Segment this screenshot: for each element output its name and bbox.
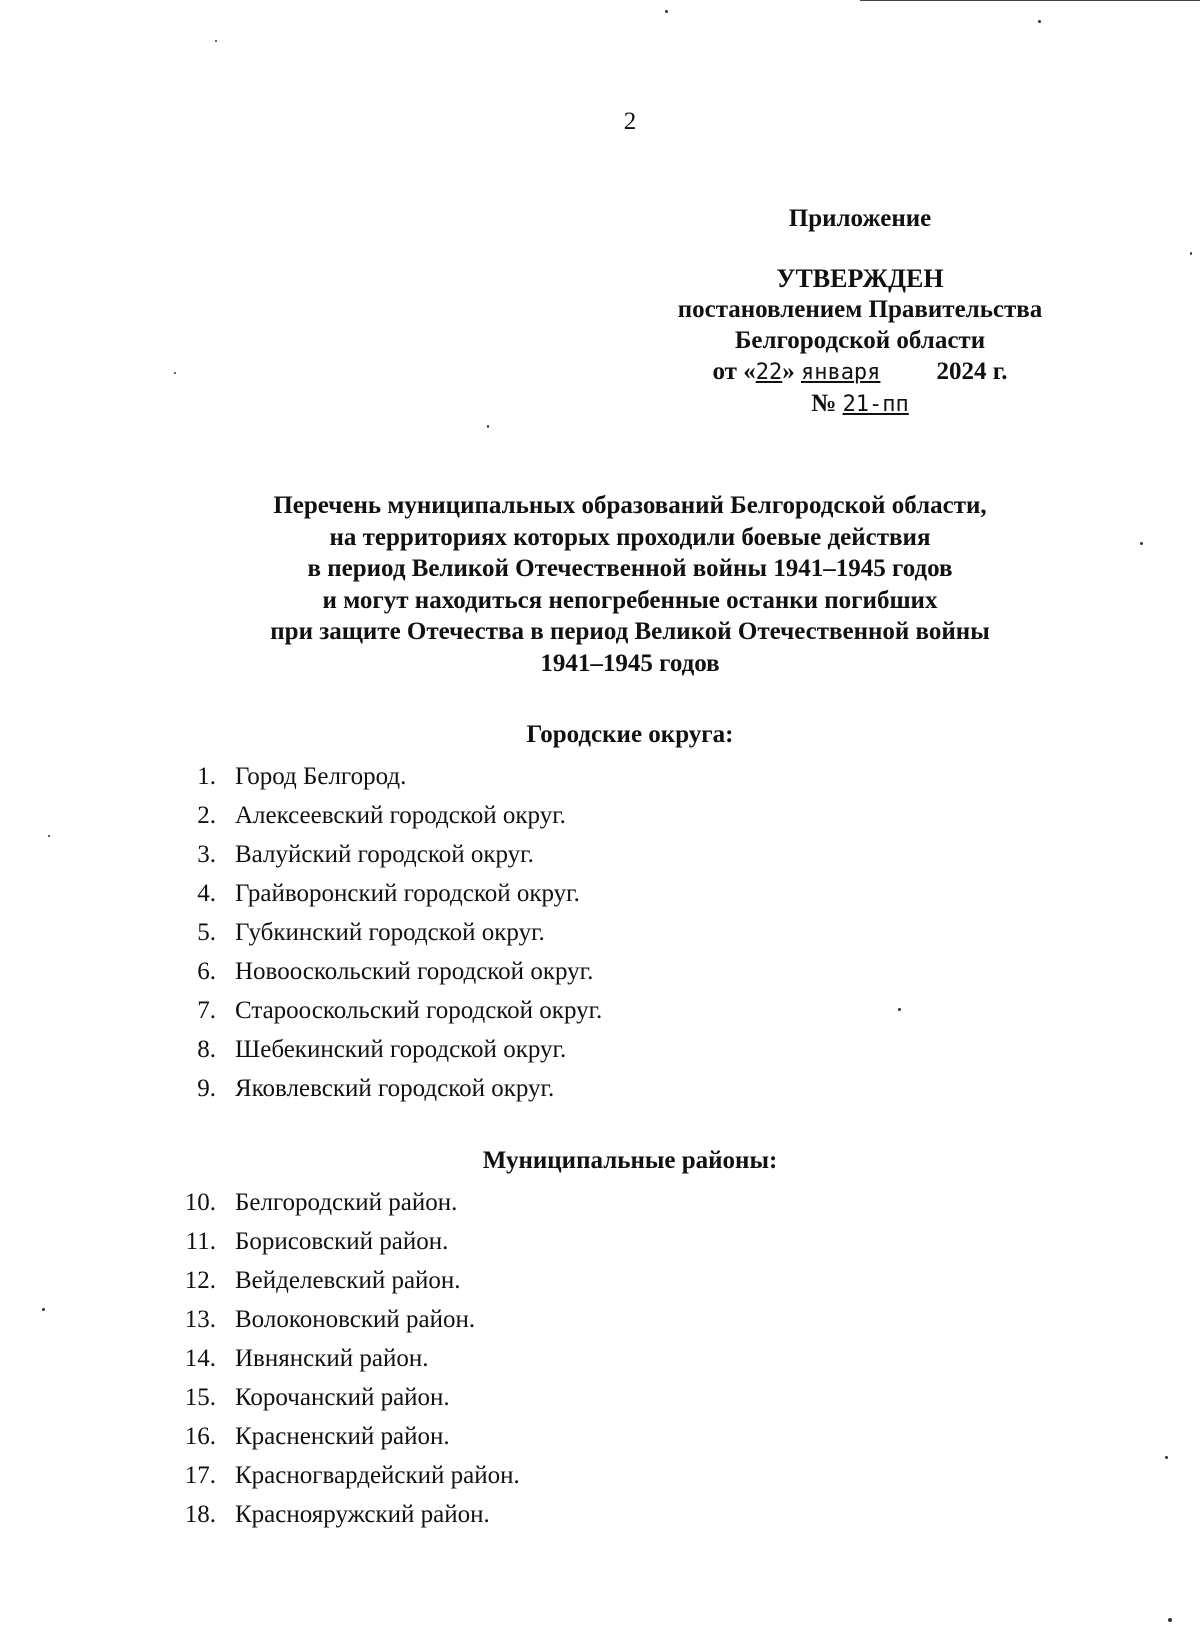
item-number: 5. bbox=[197, 919, 216, 946]
list-item bbox=[172, 1495, 520, 1534]
list-item bbox=[172, 991, 602, 1030]
title-line: Перечень муниципальных образований Белгородской области, bbox=[273, 492, 987, 519]
list-item bbox=[172, 913, 602, 952]
title-line: при защите Отечества в период Великой Отечественной войны bbox=[270, 618, 990, 645]
item-text: Красненский район. bbox=[235, 1423, 450, 1450]
item-text: Ивнянский район. bbox=[235, 1345, 429, 1372]
city-districts-list bbox=[172, 757, 602, 1108]
list-item bbox=[172, 796, 602, 835]
list-item bbox=[172, 1417, 520, 1456]
item-number: 2. bbox=[197, 802, 216, 829]
list-item bbox=[172, 1261, 520, 1300]
item-text: Корочанский район. bbox=[235, 1384, 450, 1411]
item-text: Шебекинский городской округ. bbox=[235, 1036, 567, 1063]
item-text: Грайворонский городской округ. bbox=[235, 880, 580, 907]
municipal-districts-heading: Муниципальные районы: bbox=[482, 1147, 778, 1174]
number-value: 21-пп bbox=[842, 392, 909, 417]
scan-speck bbox=[1190, 252, 1192, 255]
scan-speck bbox=[1038, 20, 1041, 23]
item-number: 9. bbox=[197, 1075, 216, 1102]
item-number: 12. bbox=[184, 1267, 216, 1294]
item-number: 18. bbox=[184, 1501, 216, 1528]
list-item bbox=[172, 1183, 520, 1222]
item-text: Яковлевский городской округ. bbox=[235, 1075, 555, 1102]
item-number: 15. bbox=[184, 1384, 216, 1411]
list-item bbox=[172, 874, 602, 913]
date-year: 2024 г. bbox=[936, 358, 1008, 385]
item-number: 8. bbox=[197, 1036, 216, 1063]
item-number: 3. bbox=[197, 841, 216, 868]
scan-speck bbox=[215, 40, 217, 42]
scan-speck bbox=[48, 835, 50, 837]
approved-label: УТВЕРЖДЕН bbox=[776, 264, 944, 293]
list-item bbox=[172, 835, 602, 874]
item-text: Борисовский район. bbox=[235, 1228, 449, 1255]
date-day: 22 bbox=[755, 360, 783, 385]
item-text: Волоконовский район. bbox=[235, 1306, 476, 1333]
scan-edge-line bbox=[860, 0, 1200, 1]
item-text: Красногвардейский район. bbox=[235, 1462, 520, 1489]
list-item bbox=[172, 1456, 520, 1495]
item-number: 11. bbox=[185, 1228, 216, 1255]
scan-speck bbox=[1140, 542, 1143, 545]
title-line: в период Великой Отечественной войны 1941–1945 годов bbox=[307, 555, 953, 582]
scan-speck bbox=[1168, 1618, 1172, 1622]
title-line: и могут находиться непогребенные останки погибших bbox=[322, 586, 938, 614]
item-text: Алексеевский городской округ. bbox=[235, 802, 566, 829]
list-item bbox=[172, 757, 602, 796]
date-month: января bbox=[800, 360, 881, 385]
item-number: 13. bbox=[184, 1306, 216, 1333]
approval-line-2: Белгородской области bbox=[734, 327, 986, 354]
scan-speck bbox=[898, 1008, 901, 1011]
item-number: 6. bbox=[197, 958, 216, 985]
approval-date bbox=[640, 356, 1080, 388]
list-item bbox=[172, 1222, 520, 1261]
item-number: 4. bbox=[197, 880, 216, 907]
item-number: 16. bbox=[184, 1423, 216, 1450]
item-text: Краснояружский район. bbox=[235, 1501, 490, 1528]
approval-block bbox=[640, 203, 1080, 420]
item-text: Старооскольский городской округ. bbox=[235, 997, 603, 1024]
item-text: Губкинский городской округ. bbox=[235, 919, 545, 946]
item-text: Вейделевский район. bbox=[235, 1267, 461, 1294]
appendix-label: Приложение bbox=[788, 205, 932, 232]
document-title bbox=[0, 490, 1200, 679]
item-number: 1. bbox=[197, 763, 216, 790]
scan-speck bbox=[174, 372, 176, 374]
item-text: Новооскольский городской округ. bbox=[235, 958, 594, 985]
item-text: Валуйский городской округ. bbox=[235, 841, 534, 868]
item-number: 10. bbox=[184, 1189, 216, 1216]
scan-speck bbox=[487, 425, 489, 428]
approval-line-1: постановлением Правительства bbox=[677, 296, 1043, 323]
city-districts-heading: Городские округа: bbox=[526, 721, 734, 748]
list-item bbox=[172, 952, 602, 991]
scan-speck bbox=[1165, 1456, 1168, 1459]
item-number: 17. bbox=[184, 1462, 216, 1489]
item-number: 7. bbox=[197, 997, 216, 1024]
item-text: Город Белгород. bbox=[235, 763, 407, 790]
list-item bbox=[172, 1339, 520, 1378]
scan-speck bbox=[665, 10, 668, 13]
item-number: 14. bbox=[184, 1345, 216, 1372]
date-prefix: от « bbox=[712, 358, 756, 385]
page-number: 2 bbox=[623, 108, 637, 135]
list-item bbox=[172, 1030, 602, 1069]
item-text: Белгородский район. bbox=[235, 1189, 458, 1216]
date-mid: » bbox=[782, 358, 801, 385]
scan-speck bbox=[42, 1308, 45, 1311]
list-item bbox=[172, 1069, 602, 1108]
municipal-districts-list bbox=[172, 1183, 520, 1534]
number-prefix: № bbox=[811, 390, 843, 417]
approval-number bbox=[640, 388, 1080, 420]
title-line: на территориях которых проходили боевые действия bbox=[329, 523, 931, 551]
list-item bbox=[172, 1378, 520, 1417]
title-line: 1941–1945 годов bbox=[540, 649, 720, 677]
list-item bbox=[172, 1300, 520, 1339]
